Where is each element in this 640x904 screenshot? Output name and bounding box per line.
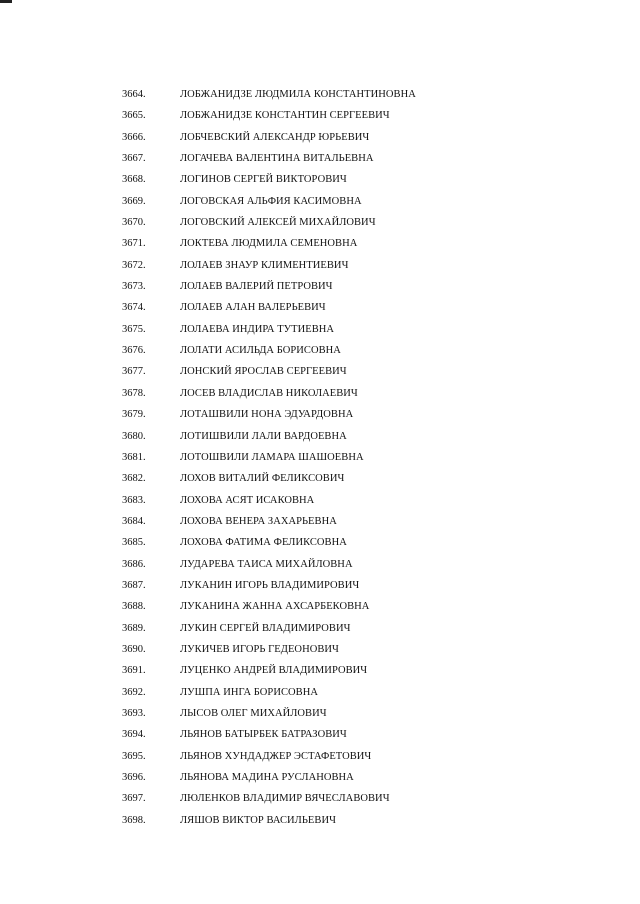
entry-name: ЛЫСОВ ОЛЕГ МИХАЙЛОВИЧ (180, 707, 327, 719)
entry-name: ЛЮЛЕНКОВ ВЛАДИМИР ВЯЧЕСЛАВОВИЧ (180, 793, 390, 805)
list-item (122, 105, 602, 126)
list-item (122, 404, 602, 425)
entry-name: ЛОКТЕВА ЛЮДМИЛА СЕМЕНОВНА (180, 238, 358, 250)
list-item (122, 169, 602, 190)
entry-name: ЛУКАНИН ИГОРЬ ВЛАДИМИРОВИЧ (180, 579, 360, 591)
list-item (122, 383, 602, 404)
entry-name: ЛОХОВА ФАТИМА ФЕЛИКСОВНА (180, 537, 347, 549)
entry-name: ЛОБЧЕВСКИЙ АЛЕКСАНДР ЮРЬЕВИЧ (180, 131, 370, 143)
entry-number: 3675. (122, 323, 146, 335)
entry-number: 3672. (122, 259, 146, 271)
entry-name: ЛОНСКИЙ ЯРОСЛАВ СЕРГЕЕВИЧ (180, 366, 347, 378)
entry-number: 3671. (122, 238, 146, 250)
entry-name: ЛОХОВА АСЯТ ИСАКОВНА (180, 494, 315, 506)
entry-name: ЛЬЯНОВ БАТЫРБЕК БАТРАЗОВИЧ (180, 729, 347, 741)
entry-number: 3679. (122, 409, 146, 421)
entry-number: 3666. (122, 131, 146, 143)
entry-name: ЛОТАШВИЛИ НОНА ЭДУАРДОВНА (180, 409, 354, 421)
list-item (122, 618, 602, 639)
entry-name: ЛОЛАТИ АСИЛЬДА БОРИСОВНА (180, 345, 341, 357)
entry-number: 3695. (122, 750, 146, 762)
entry-number: 3688. (122, 601, 146, 613)
entry-number: 3697. (122, 793, 146, 805)
entry-number: 3687. (122, 579, 146, 591)
list-item (122, 490, 602, 511)
entry-name: ЛОТИШВИЛИ ЛАЛИ ВАРДОЕВНА (180, 430, 347, 442)
entry-number: 3678. (122, 387, 146, 399)
list-item (122, 575, 602, 596)
entry-name: ЛУЦЕНКО АНДРЕЙ ВЛАДИМИРОВИЧ (180, 665, 368, 677)
entry-number: 3664. (122, 89, 146, 100)
list-item (122, 297, 602, 318)
entry-number: 3693. (122, 707, 146, 719)
list-item (122, 233, 602, 254)
list-item (122, 148, 602, 169)
entry-name: ЛОГАЧЕВА ВАЛЕНТИНА ВИТАЛЬЕВНА (180, 153, 374, 165)
entry-number: 3684. (122, 515, 146, 527)
entry-name: ЛУШПА ИНГА БОРИСОВНА (180, 686, 318, 698)
entry-name: ЛОБЖАНИДЗЕ ЛЮДМИЛА КОНСТАНТИНОВНА (180, 89, 416, 100)
list-item (122, 127, 602, 148)
entry-name: ЛОЛАЕВ ЗНАУР КЛИМЕНТИЕВИЧ (180, 259, 349, 271)
entry-name: ЛЬЯНОВА МАДИНА РУСЛАНОВНА (180, 772, 354, 783)
list-item (122, 554, 602, 575)
list-item (122, 724, 602, 745)
entry-name: ЛОГИНОВ СЕРГЕЙ ВИКТОРОВИЧ (180, 174, 347, 186)
list-item (122, 426, 602, 447)
entry-number: 3696. (122, 772, 146, 783)
list-item (122, 255, 602, 276)
entry-number: 3685. (122, 537, 146, 549)
entry-number: 3691. (122, 665, 146, 677)
entry-name: ЛОЛАЕВ АЛАН ВАЛЕРЬЕВИЧ (180, 302, 326, 314)
entry-number: 3673. (122, 281, 146, 293)
entry-name: ЛЯШОВ ВИКТОР ВАСИЛЬЕВИЧ (180, 814, 336, 826)
name-list (122, 84, 602, 831)
entry-name: ЛОБЖАНИДЗЕ КОНСТАНТИН СЕРГЕЕВИЧ (180, 110, 390, 122)
entry-number: 3677. (122, 366, 146, 378)
entry-number: 3668. (122, 174, 146, 186)
list-item (122, 447, 602, 468)
list-item (122, 361, 602, 382)
corner-scan-mark (0, 0, 12, 3)
list-item (122, 767, 602, 788)
list-item (122, 340, 602, 361)
list-item (122, 596, 602, 617)
entry-name: ЛУКАНИНА ЖАННА АХСАРБЕКОВНА (180, 601, 370, 613)
entry-name: ЛУДАРЕВА ТАИСА МИХАЙЛОВНА (180, 558, 353, 570)
entry-number: 3680. (122, 430, 146, 442)
entry-name: ЛОЛАЕВ ВАЛЕРИЙ ПЕТРОВИЧ (180, 281, 333, 293)
entry-number: 3698. (122, 814, 146, 826)
entry-name: ЛУКИЧЕВ ИГОРЬ ГЕДЕОНОВИЧ (180, 643, 339, 655)
list-item (122, 639, 602, 660)
entry-number: 3686. (122, 558, 146, 570)
entry-number: 3676. (122, 345, 146, 357)
list-item (122, 212, 602, 233)
entry-number: 3669. (122, 195, 146, 207)
entry-number: 3683. (122, 494, 146, 506)
list-item (122, 788, 602, 809)
entry-number: 3667. (122, 153, 146, 165)
entry-name: ЛОГОВСКАЯ АЛЬФИЯ КАСИМОВНА (180, 195, 362, 207)
entry-number: 3670. (122, 217, 146, 229)
entry-number: 3681. (122, 451, 146, 463)
list-item (122, 746, 602, 767)
list-item (122, 703, 602, 724)
list-item (122, 682, 602, 703)
list-item (122, 276, 602, 297)
entry-name: ЛОСЕВ ВЛАДИСЛАВ НИКОЛАЕВИЧ (180, 387, 358, 399)
entry-name: ЛОХОВ ВИТАЛИЙ ФЕЛИКСОВИЧ (180, 473, 345, 485)
entry-name: ЛЬЯНОВ ХУНДАДЖЕР ЭСТАФЕТОВИЧ (180, 750, 372, 762)
entry-number: 3674. (122, 302, 146, 314)
list-item (122, 191, 602, 212)
entry-number: 3682. (122, 473, 146, 485)
list-item (122, 532, 602, 553)
entry-name: ЛОЛАЕВА ИНДИРА ТУТИЕВНА (180, 323, 335, 335)
entry-name: ЛОХОВА ВЕНЕРА ЗАХАРЬЕВНА (180, 515, 337, 527)
list-item (122, 660, 602, 681)
entry-number: 3665. (122, 110, 146, 122)
list-item (122, 319, 602, 340)
entry-name: ЛОТОШВИЛИ ЛАМАРА ШАШОЕВНА (180, 451, 364, 463)
list-item (122, 511, 602, 532)
list-item (122, 810, 602, 831)
entry-name: ЛУКИН СЕРГЕЙ ВЛАДИМИРОВИЧ (180, 622, 351, 634)
list-item (122, 84, 602, 105)
entry-number: 3689. (122, 622, 146, 634)
entry-number: 3694. (122, 729, 146, 741)
entry-number: 3690. (122, 643, 146, 655)
entry-number: 3692. (122, 686, 146, 698)
list-item (122, 468, 602, 489)
entry-name: ЛОГОВСКИЙ АЛЕКСЕЙ МИХАЙЛОВИЧ (180, 217, 376, 229)
